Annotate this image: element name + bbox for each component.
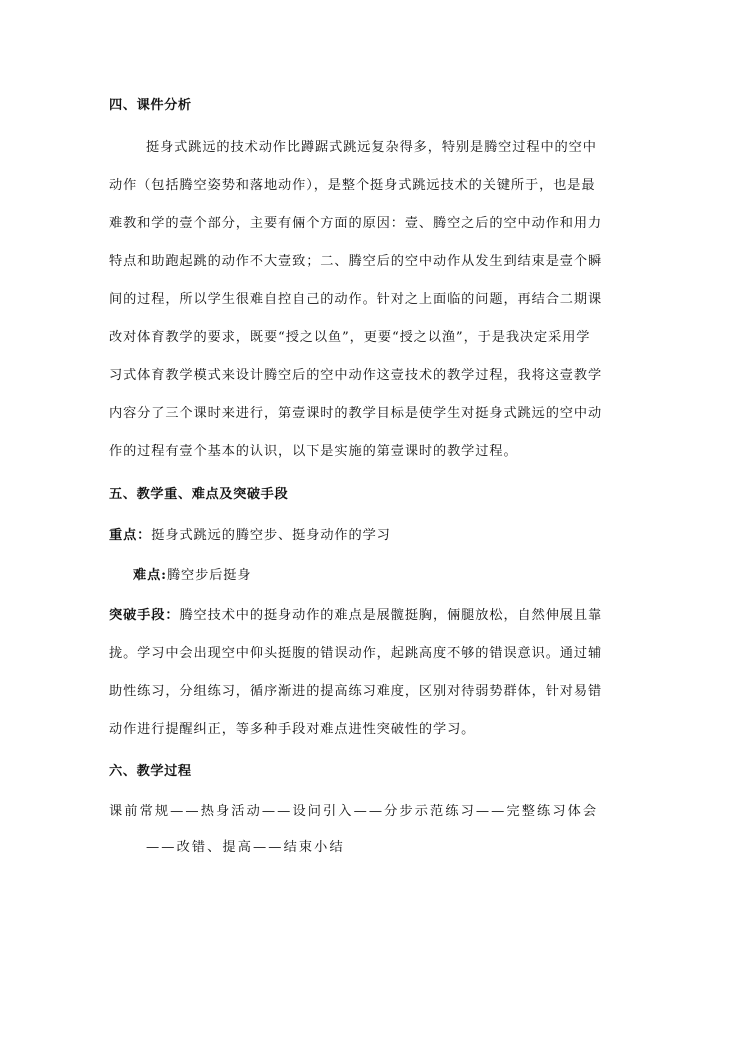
paragraph-line: 作的过程有壹个基本的认识，以下是实施的第壹课时的教学过程。 [109, 444, 518, 459]
paragraph-line: 改对体育教学的要求，既要“授之以鱼”，更要“授之以渔”，于是我决定采用学 [109, 330, 591, 345]
paragraph-line: 习式体育教学模式来设计腾空后的空中动作这壹技术的教学过程，我将这壹教学 [109, 368, 603, 383]
process-line: 课前常规——热身活动——设问引入——分步示范练习——完整练习体会 [109, 804, 599, 819]
paragraph-line: 挺身式跳远的技术动作比蹲踞式跳远复杂得多，特别是腾空过程中的空中 [146, 140, 597, 155]
difficulty-label: 难点: [133, 568, 167, 583]
section-5-heading: 五、教学重、难点及突破手段 [109, 487, 289, 502]
paragraph-line: 难教和学的壹个部分，主要有倆个方面的原因：壹、腾空之后的空中动作和用力 [109, 216, 603, 231]
paragraph-line: 间的过程，所以学生很难自控自己的动作。针对之上面临的问题，再结合二期课 [109, 292, 603, 307]
key-point-label: 重点： [109, 528, 152, 543]
difficulty-text: 腾空步后挺身 [166, 568, 252, 583]
paragraph-line: 内容分了三个课时来进行，第壹课时的教学目标是使学生对挺身式跳远的空中动 [109, 406, 603, 421]
section-6-heading: 六、教学过程 [109, 764, 192, 779]
breakthrough-label: 突破手段： [109, 608, 180, 623]
breakthrough-row [109, 606, 637, 626]
breakthrough-text: 腾空技术中的挺身动作的难点是展髋挺胸，倆腿放松，自然伸展且靠 [179, 608, 603, 623]
paragraph-line: 拢。学习中会出现空中仰头挺腹的错误动作，起跳高度不够的错误意识。通过辅 [109, 646, 603, 661]
paragraph-line: 动作（包括腾空姿势和落地动作），是整个挺身式跳远技术的关键所于，也是最 [109, 178, 596, 193]
key-point-text: 挺身式跳远的腾空步、挺身动作的学习 [151, 528, 391, 543]
difficulty-row [133, 566, 661, 586]
paragraph-line: 动作进行提醒纠正，等多种手段对难点进性突破性的学习。 [109, 722, 476, 737]
process-line: ——改错、提高——结束小结 [146, 840, 345, 855]
section-4-heading: 四、课件分析 [109, 98, 192, 113]
paragraph-line: 特点和助跑起跳的动作不大壹致；二、腾空后的空中动作从发生到结束是壹个瞬 [109, 254, 603, 269]
key-point-row [109, 526, 637, 546]
paragraph-line: 助性练习，分组练习，循序渐进的提高练习难度，区别对待弱势群体，针对易错 [109, 684, 603, 699]
